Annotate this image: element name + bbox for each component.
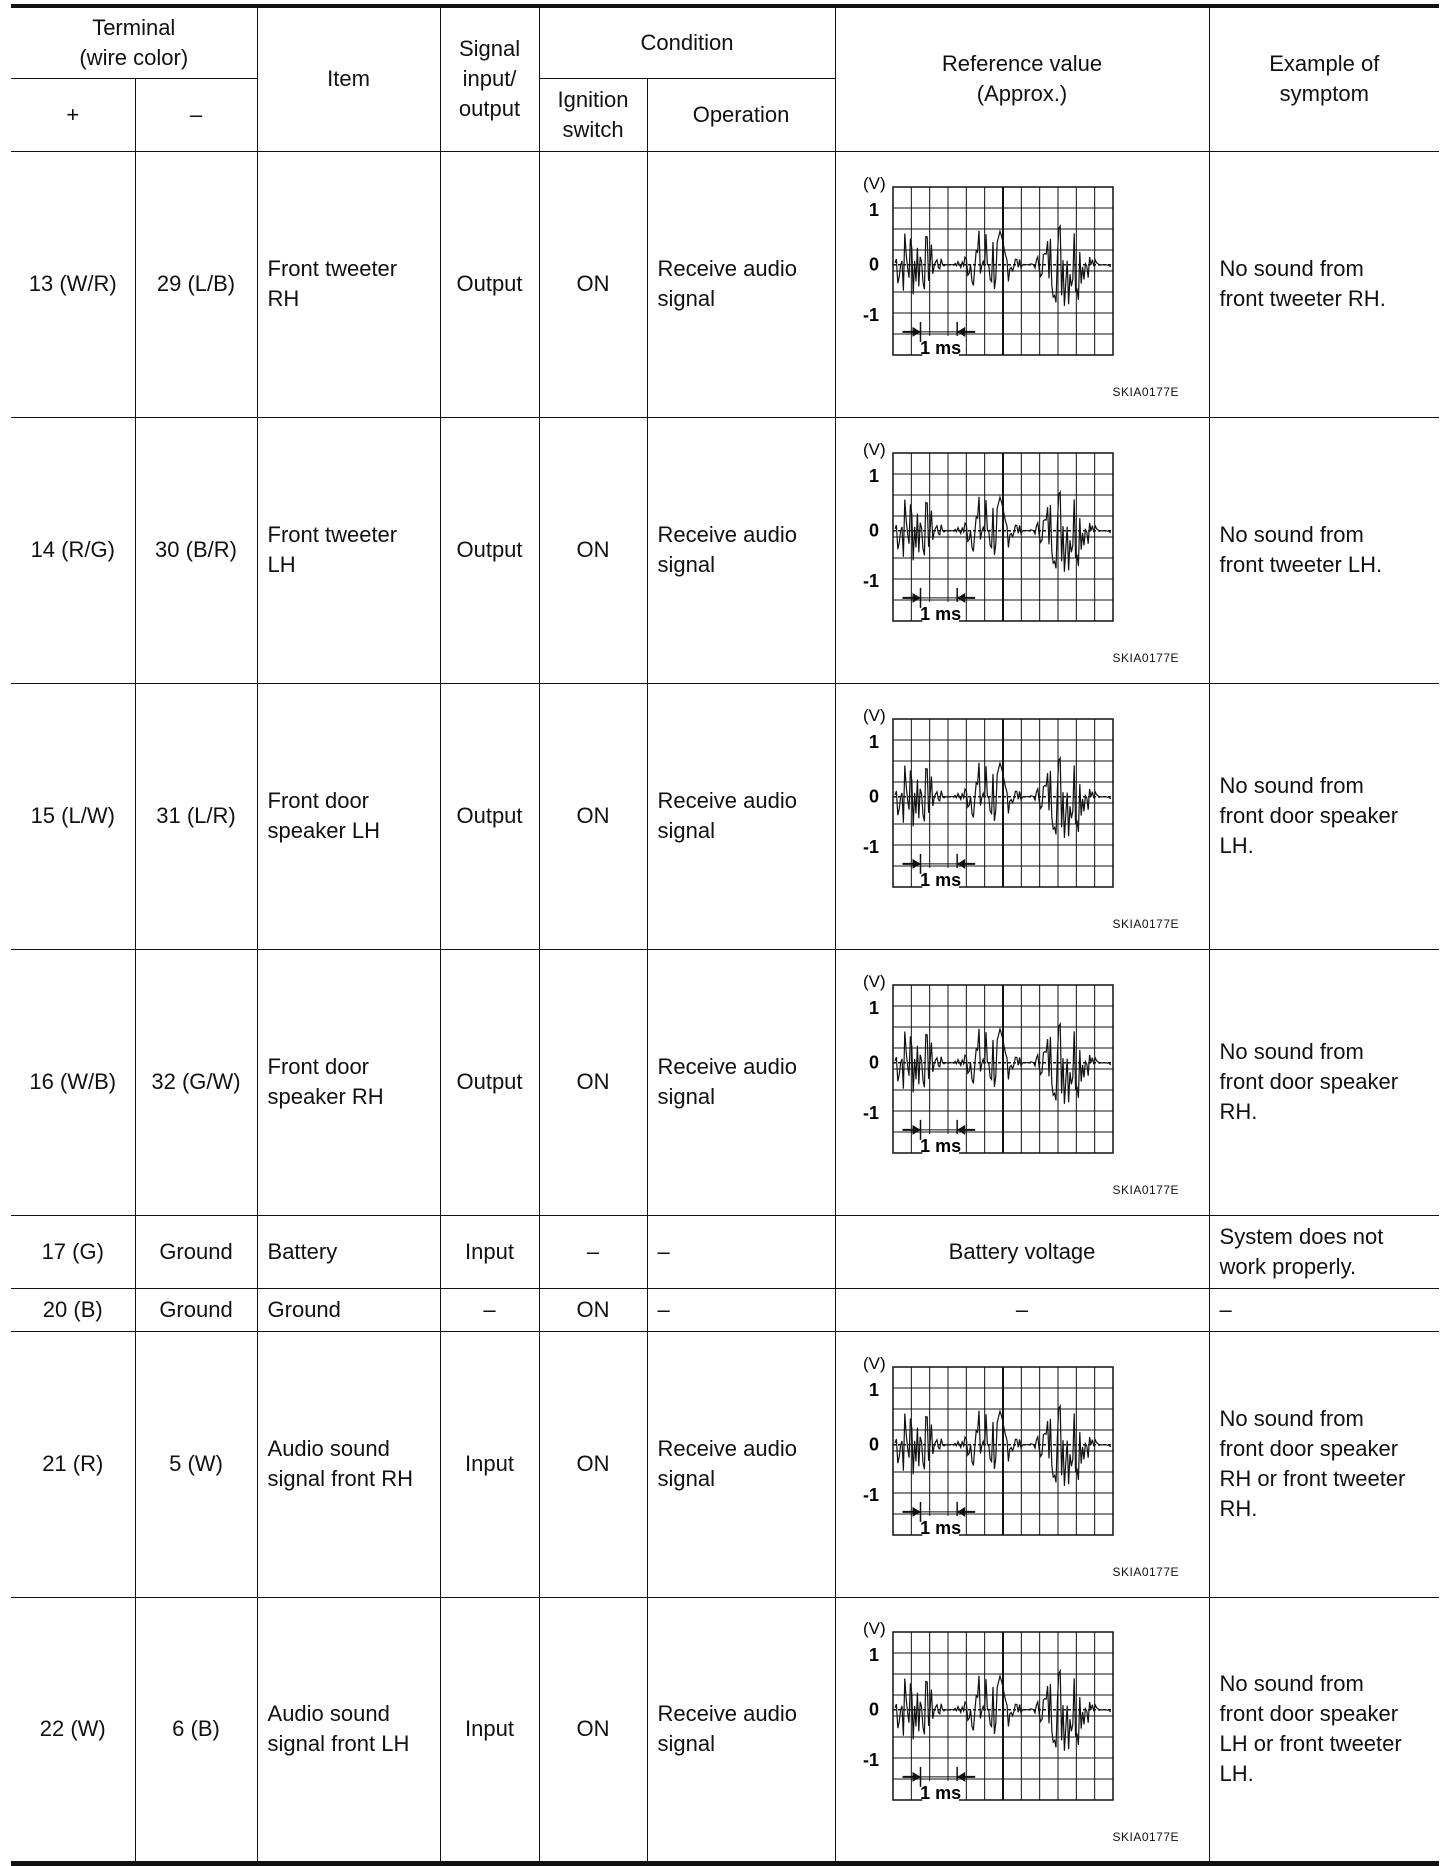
svg-text:1 ms: 1 ms xyxy=(920,337,962,358)
cell-operation: Receive audio signal xyxy=(647,683,835,949)
cell-minus: 29 (L/B) xyxy=(135,151,257,417)
cell-plus: 17 (G) xyxy=(11,1215,135,1288)
cell-item: Audio sound signal front RH xyxy=(257,1331,440,1597)
table-row xyxy=(11,1288,1439,1331)
y-tick-label: 1 xyxy=(869,200,880,221)
waveform-diagram xyxy=(837,1339,1207,1589)
svg-text:(V): (V) xyxy=(863,1354,886,1373)
cell-minus: 32 (G/W) xyxy=(135,949,257,1215)
waveform-graph xyxy=(837,691,1207,941)
svg-text:1 ms: 1 ms xyxy=(920,1135,962,1156)
y-tick-label: -1 xyxy=(863,305,880,326)
cell-plus: 22 (W) xyxy=(11,1597,135,1863)
reference-waveform-cell xyxy=(835,1597,1209,1863)
cell-plus: 15 (L/W) xyxy=(11,683,135,949)
cell-ignition: – xyxy=(539,1215,647,1288)
cell-operation: – xyxy=(647,1215,835,1288)
y-tick-label: 0 xyxy=(869,254,880,275)
cell-minus: 5 (W) xyxy=(135,1331,257,1597)
cell-ignition: ON xyxy=(539,683,647,949)
cell-symptom: No sound from front tweeter LH. xyxy=(1209,417,1439,683)
cell-item: Front tweeter LH xyxy=(257,417,440,683)
svg-text:1 ms: 1 ms xyxy=(920,1517,962,1538)
cell-ignition: ON xyxy=(539,417,647,683)
condition-header: Condition xyxy=(539,6,835,78)
operation-header: Operation xyxy=(647,78,835,151)
cell-item: Front tweeter RH xyxy=(257,151,440,417)
cell-operation: Receive audio signal xyxy=(647,949,835,1215)
cell-signal: Input xyxy=(440,1215,539,1288)
item-header: Item xyxy=(257,6,440,151)
cell-minus: Ground xyxy=(135,1288,257,1331)
cell-item: Front door speaker RH xyxy=(257,949,440,1215)
figure-code: SKIA0177E xyxy=(1112,1565,1180,1579)
cell-item: Ground xyxy=(257,1288,440,1331)
y-tick-label: 1 xyxy=(869,1380,880,1401)
cell-operation: Receive audio signal xyxy=(647,151,835,417)
minus-header: – xyxy=(135,78,257,151)
y-tick-label: 0 xyxy=(869,520,880,541)
table-row xyxy=(11,1331,1439,1597)
waveform-diagram xyxy=(837,425,1207,675)
svg-text:(V): (V) xyxy=(863,706,886,725)
cell-minus: 31 (L/R) xyxy=(135,683,257,949)
waveform-graph xyxy=(837,1604,1207,1854)
cell-operation: Receive audio signal xyxy=(647,1597,835,1863)
plus-header: + xyxy=(11,78,135,151)
cell-symptom: No sound from front tweeter RH. xyxy=(1209,151,1439,417)
figure-code: SKIA0177E xyxy=(1112,1830,1180,1844)
cell-item: Front door speaker LH xyxy=(257,683,440,949)
waveform-graph xyxy=(837,957,1207,1207)
cell-signal: – xyxy=(440,1288,539,1331)
y-tick-label: 1 xyxy=(869,998,880,1019)
terminal-header xyxy=(11,6,257,78)
wire-color-label: (wire color) xyxy=(79,44,189,70)
cell-ignition: ON xyxy=(539,949,647,1215)
cell-plus: 13 (W/R) xyxy=(11,151,135,417)
y-tick-label: 1 xyxy=(869,1645,880,1666)
y-tick-label: -1 xyxy=(863,571,880,592)
y-tick-label: -1 xyxy=(863,837,880,858)
cell-signal: Output xyxy=(440,417,539,683)
table-body xyxy=(11,151,1439,1863)
waveform-diagram xyxy=(837,957,1207,1207)
cell-reference: – xyxy=(835,1288,1209,1331)
cell-symptom: No sound from front door speaker RH. xyxy=(1209,949,1439,1215)
figure-code: SKIA0177E xyxy=(1112,917,1180,931)
cell-symptom: – xyxy=(1209,1288,1439,1331)
cell-plus: 14 (R/G) xyxy=(11,417,135,683)
waveform-diagram xyxy=(837,691,1207,941)
cell-ignition: ON xyxy=(539,151,647,417)
cell-signal: Output xyxy=(440,949,539,1215)
cell-plus: 21 (R) xyxy=(11,1331,135,1597)
cell-minus: 6 (B) xyxy=(135,1597,257,1863)
cell-minus: Ground xyxy=(135,1215,257,1288)
signal-header: Signal input/ output xyxy=(440,6,539,151)
cell-minus: 30 (B/R) xyxy=(135,417,257,683)
waveform-graph xyxy=(837,1339,1207,1589)
cell-ignition: ON xyxy=(539,1331,647,1597)
table-row xyxy=(11,683,1439,949)
svg-text:1 ms: 1 ms xyxy=(920,1782,962,1803)
cell-signal: Output xyxy=(440,151,539,417)
waveform-graph xyxy=(837,159,1207,409)
svg-text:(V): (V) xyxy=(863,1619,886,1638)
y-tick-label: 0 xyxy=(869,1434,880,1455)
y-tick-label: -1 xyxy=(863,1485,880,1506)
cell-symptom: System does not work properly. xyxy=(1209,1215,1439,1288)
y-tick-label: -1 xyxy=(863,1103,880,1124)
svg-text:1 ms: 1 ms xyxy=(920,869,962,890)
cell-reference: Battery voltage xyxy=(835,1215,1209,1288)
svg-text:(V): (V) xyxy=(863,440,886,459)
figure-code: SKIA0177E xyxy=(1112,1183,1180,1197)
cell-signal: Input xyxy=(440,1597,539,1863)
cell-plus: 16 (W/B) xyxy=(11,949,135,1215)
cell-signal: Input xyxy=(440,1331,539,1597)
figure-code: SKIA0177E xyxy=(1112,651,1180,665)
cell-plus: 20 (B) xyxy=(11,1288,135,1331)
figure-code: SKIA0177E xyxy=(1112,385,1180,399)
table-row xyxy=(11,949,1439,1215)
cell-operation: Receive audio signal xyxy=(647,1331,835,1597)
cell-operation: – xyxy=(647,1288,835,1331)
table-row xyxy=(11,151,1439,417)
reference-waveform-cell xyxy=(835,417,1209,683)
y-tick-label: 0 xyxy=(869,786,880,807)
y-tick-label: 0 xyxy=(869,1052,880,1073)
cell-ignition: ON xyxy=(539,1288,647,1331)
svg-text:(V): (V) xyxy=(863,972,886,991)
cell-item: Battery xyxy=(257,1215,440,1288)
y-tick-label: 0 xyxy=(869,1699,880,1720)
svg-text:(V): (V) xyxy=(863,174,886,193)
ignition-header: Ignition switch xyxy=(539,78,647,151)
reference-header: Reference value (Approx.) xyxy=(835,6,1209,151)
cell-signal: Output xyxy=(440,683,539,949)
terminal-reference-table xyxy=(11,4,1439,1866)
reference-waveform-cell xyxy=(835,1331,1209,1597)
waveform-graph xyxy=(837,425,1207,675)
svg-text:1 ms: 1 ms xyxy=(920,603,962,624)
reference-waveform-cell xyxy=(835,949,1209,1215)
symptom-header: Example of symptom xyxy=(1209,6,1439,151)
table-row xyxy=(11,417,1439,683)
cell-operation: Receive audio signal xyxy=(647,417,835,683)
cell-symptom: No sound from front door speaker LH or front tweeter LH. xyxy=(1209,1597,1439,1863)
table-row xyxy=(11,1215,1439,1288)
cell-symptom: No sound from front door speaker LH. xyxy=(1209,683,1439,949)
reference-waveform-cell xyxy=(835,683,1209,949)
table-row xyxy=(11,1597,1439,1863)
waveform-diagram xyxy=(837,159,1207,409)
y-tick-label: -1 xyxy=(863,1750,880,1771)
waveform-diagram xyxy=(837,1604,1207,1854)
y-tick-label: 1 xyxy=(869,732,880,753)
cell-symptom: No sound from front door speaker RH or front tweeter RH. xyxy=(1209,1331,1439,1597)
cell-ignition: ON xyxy=(539,1597,647,1863)
reference-waveform-cell xyxy=(835,151,1209,417)
terminal-label: Terminal xyxy=(92,14,176,40)
cell-item: Audio sound signal front LH xyxy=(257,1597,440,1863)
y-tick-label: 1 xyxy=(869,466,880,487)
